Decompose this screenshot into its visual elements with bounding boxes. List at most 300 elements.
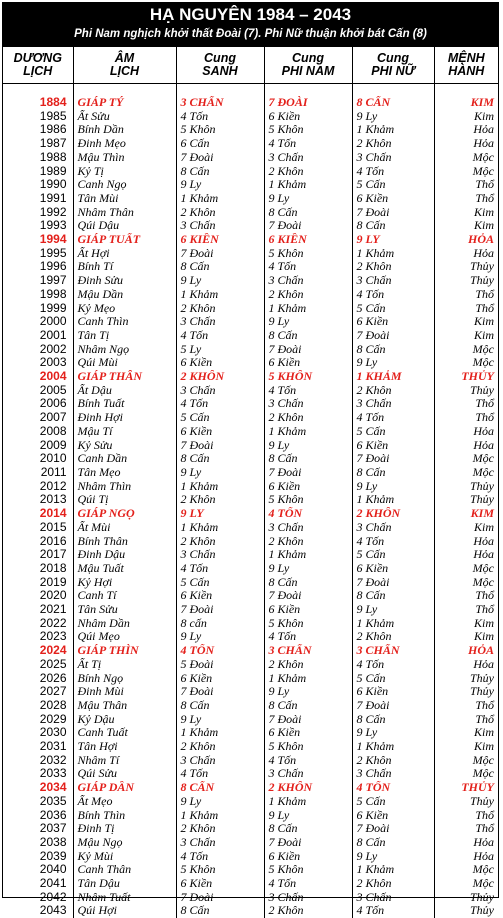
menh-hanh-cell: Mộc <box>434 356 498 370</box>
col-header-duong-lich <box>3 47 73 84</box>
cung-phi-nam-cell: 9 Ly <box>264 192 352 206</box>
cung-sanh-cell: 7 Đoài <box>176 247 264 261</box>
year-cell: 2010 <box>3 452 73 466</box>
cung-phi-nam-cell: 2 Khôn <box>264 904 352 918</box>
year-cell: 1992 <box>3 206 73 220</box>
cung-sanh-cell: 6 KIỀN <box>176 233 264 247</box>
lunar-year-cell: Kỷ Mẹo <box>73 302 176 316</box>
table-row <box>3 877 498 891</box>
menh-hanh-cell: Mộc <box>434 151 498 165</box>
table-row <box>3 178 498 192</box>
lunar-year-cell: Đinh Mẹo <box>73 137 176 151</box>
cung-phi-nu-cell: 1 Khảm <box>352 123 434 137</box>
table-row <box>3 617 498 631</box>
cung-phi-nam-cell: 9 Ly <box>264 809 352 823</box>
header-banner <box>3 3 498 47</box>
lunar-year-cell: GIÁP THÂN <box>73 370 176 384</box>
lunar-year-cell: Mậu Ngọ <box>73 836 176 850</box>
cung-sanh-cell: 6 Kiền <box>176 672 264 686</box>
year-cell: 2030 <box>3 726 73 740</box>
cung-phi-nam-cell: 9 Ly <box>264 685 352 699</box>
year-cell: 2021 <box>3 603 73 617</box>
table-row <box>3 96 498 110</box>
menh-hanh-cell: Mộc <box>434 343 498 357</box>
cung-sanh-cell: 4 Tốn <box>176 329 264 343</box>
table-row <box>3 274 498 288</box>
menh-hanh-cell: Mộc <box>434 452 498 466</box>
cung-phi-nu-cell: 3 CHẤN <box>352 644 434 658</box>
cung-phi-nam-cell: 6 Kiền <box>264 603 352 617</box>
cung-phi-nu-cell: 6 Kiền <box>352 809 434 823</box>
cung-phi-nam-cell: 5 KHÔN <box>264 370 352 384</box>
year-cell: 2005 <box>3 384 73 398</box>
cung-phi-nu-cell: 4 Tốn <box>352 535 434 549</box>
cung-phi-nam-cell: 8 Cấn <box>264 699 352 713</box>
table-row <box>3 795 498 809</box>
cung-phi-nu-cell: 5 Cấn <box>352 795 434 809</box>
menh-hanh-cell: Mộc <box>434 466 498 480</box>
year-cell: 2008 <box>3 425 73 439</box>
year-cell: 2002 <box>3 343 73 357</box>
cung-phi-nu-cell: 9 Ly <box>352 850 434 864</box>
year-cell: 1993 <box>3 219 73 233</box>
year-cell: 1999 <box>3 302 73 316</box>
lunar-year-cell: Qúi Hợi <box>73 904 176 918</box>
year-cell: 2019 <box>3 576 73 590</box>
table-row <box>3 466 498 480</box>
menh-hanh-cell: Thủy <box>434 260 498 274</box>
lunar-year-cell: Ất Tị <box>73 658 176 672</box>
cung-phi-nam-cell: 4 Tốn <box>264 260 352 274</box>
table-row <box>3 672 498 686</box>
cung-phi-nu-cell: 9 Ly <box>352 110 434 124</box>
year-cell: 2023 <box>3 630 73 644</box>
lunar-year-cell: Kỷ Hợi <box>73 576 176 590</box>
lunar-year-cell: Mậu Thân <box>73 699 176 713</box>
cung-sanh-cell: 6 Kiền <box>176 356 264 370</box>
year-cell: 2037 <box>3 822 73 836</box>
cung-phi-nam-cell: 3 Chấn <box>264 397 352 411</box>
table-row <box>3 809 498 823</box>
col-header-line: DƯƠNG <box>14 51 62 65</box>
year-cell: 2009 <box>3 439 73 453</box>
cung-sanh-cell: 4 Tốn <box>176 850 264 864</box>
menh-hanh-cell: THỦY <box>434 781 498 795</box>
cung-sanh-cell: 1 Khảm <box>176 288 264 302</box>
menh-hanh-cell: Mộc <box>434 562 498 576</box>
cung-phi-nam-cell: 9 Ly <box>264 439 352 453</box>
cung-phi-nam-cell: 3 Chấn <box>264 274 352 288</box>
lunar-year-cell: Kỷ Mùi <box>73 850 176 864</box>
table-row <box>3 397 498 411</box>
menh-hanh-cell: Mộc <box>434 877 498 891</box>
cung-phi-nu-cell: 8 Cấn <box>352 589 434 603</box>
col-header-am-lich <box>73 47 176 84</box>
lunar-year-cell: Mậu Thìn <box>73 151 176 165</box>
cung-sanh-cell: 6 Kiền <box>176 589 264 603</box>
table-row <box>3 302 498 316</box>
cung-sanh-cell: 8 Cấn <box>176 699 264 713</box>
menh-hanh-cell: Hỏa <box>434 658 498 672</box>
spacer-cell <box>73 84 176 97</box>
cung-sanh-cell: 4 TỐN <box>176 644 264 658</box>
cung-sanh-cell: 7 Đoài <box>176 439 264 453</box>
cung-phi-nam-cell: 7 Đoài <box>264 713 352 727</box>
menh-hanh-cell: Mộc <box>434 863 498 877</box>
menh-hanh-cell: Thổ <box>434 178 498 192</box>
cung-phi-nu-cell: 7 Đoài <box>352 452 434 466</box>
cung-phi-nam-cell: 6 Kiền <box>264 480 352 494</box>
lunar-year-cell: Nhâm Ngọ <box>73 343 176 357</box>
cung-phi-nam-cell: 5 Khôn <box>264 617 352 631</box>
col-header-line: LỊCH <box>110 64 139 78</box>
cung-phi-nam-cell: 8 Cấn <box>264 452 352 466</box>
cung-phi-nam-cell: 4 Tốn <box>264 137 352 151</box>
cung-sanh-cell: 8 Cấn <box>176 904 264 918</box>
cung-sanh-cell: 9 Ly <box>176 630 264 644</box>
cung-phi-nam-cell: 3 Chấn <box>264 767 352 781</box>
table-row <box>3 384 498 398</box>
lunar-year-cell: Canh Tí <box>73 589 176 603</box>
table-row <box>3 767 498 781</box>
cung-sanh-cell: 8 Cấn <box>176 260 264 274</box>
lunar-year-cell: Đinh Dậu <box>73 548 176 562</box>
cung-sanh-cell: 3 Chấn <box>176 836 264 850</box>
table-row <box>3 754 498 768</box>
cung-sanh-cell: 5 Khôn <box>176 123 264 137</box>
menh-hanh-cell: Hỏa <box>434 247 498 261</box>
cung-phi-nu-cell: 6 Kiền <box>352 192 434 206</box>
year-cell: 1986 <box>3 123 73 137</box>
lunar-year-cell: Đinh Mùi <box>73 685 176 699</box>
year-cell: 2020 <box>3 589 73 603</box>
year-cell: 2029 <box>3 713 73 727</box>
page-subtitle: Phi Nam nghịch khởi thất Đoài (7). Phi Nữ thuận khởi bát Cấn (8) <box>3 25 498 43</box>
spacer-cell <box>264 84 352 97</box>
lunar-year-cell: Bính Tí <box>73 260 176 274</box>
cung-sanh-cell: 4 Tốn <box>176 562 264 576</box>
lunar-year-cell: Nhâm Tí <box>73 754 176 768</box>
lunar-year-cell: Kỷ Sửu <box>73 439 176 453</box>
cung-sanh-cell: 2 Khôn <box>176 493 264 507</box>
cung-phi-nu-cell: 1 Khảm <box>352 493 434 507</box>
table-row <box>3 713 498 727</box>
cung-phi-nam-cell: 2 Khôn <box>264 535 352 549</box>
cung-phi-nam-cell: 3 Chấn <box>264 151 352 165</box>
year-cell: 1994 <box>3 233 73 247</box>
year-cell: 2035 <box>3 795 73 809</box>
menh-hanh-cell: Hỏa <box>434 535 498 549</box>
cung-phi-nam-cell: 5 Khôn <box>264 740 352 754</box>
col-header-line: SANH <box>202 64 237 78</box>
lunar-year-cell: Tân Mùi <box>73 192 176 206</box>
menh-hanh-cell: Kim <box>434 521 498 535</box>
table-row <box>3 247 498 261</box>
cung-phi-nu-cell: 4 Tốn <box>352 411 434 425</box>
lunar-year-cell: Đinh Hợi <box>73 411 176 425</box>
menh-hanh-cell: Hỏa <box>434 548 498 562</box>
year-cell: 1987 <box>3 137 73 151</box>
cung-phi-nam-cell: 6 Kiền <box>264 110 352 124</box>
cung-sanh-cell: 3 Chấn <box>176 384 264 398</box>
spacer-cell <box>352 84 434 97</box>
cung-phi-nam-cell: 7 Đoài <box>264 836 352 850</box>
lunar-year-cell: Ất Dậu <box>73 384 176 398</box>
year-cell: 2006 <box>3 397 73 411</box>
spacer-row <box>3 84 498 97</box>
cung-sanh-cell: 2 KHÔN <box>176 370 264 384</box>
cung-sanh-cell: 5 Đoài <box>176 658 264 672</box>
cung-phi-nam-cell: 3 Chấn <box>264 891 352 905</box>
cung-phi-nu-cell: 3 Chấn <box>352 891 434 905</box>
cung-sanh-cell: 5 Ly <box>176 343 264 357</box>
cung-sanh-cell: 2 Khôn <box>176 740 264 754</box>
year-cell: 2016 <box>3 535 73 549</box>
table-row <box>3 206 498 220</box>
cung-sanh-cell: 3 Chấn <box>176 754 264 768</box>
cung-sanh-cell: 2 Khôn <box>176 206 264 220</box>
menh-hanh-cell: Mộc <box>434 165 498 179</box>
cung-phi-nam-cell: 9 Ly <box>264 315 352 329</box>
menh-hanh-cell: Mộc <box>434 576 498 590</box>
cung-phi-nam-cell: 2 KHÔN <box>264 781 352 795</box>
lunar-year-cell: Qúi Mùi <box>73 356 176 370</box>
table-row <box>3 219 498 233</box>
cung-phi-nam-cell: 2 Khôn <box>264 411 352 425</box>
table-row <box>3 480 498 494</box>
menh-hanh-cell: Kim <box>434 315 498 329</box>
cung-sanh-cell: 2 Khôn <box>176 535 264 549</box>
cung-phi-nam-cell: 8 Cấn <box>264 329 352 343</box>
year-cell: 2001 <box>3 329 73 343</box>
cung-sanh-cell: 7 Đoài <box>176 151 264 165</box>
table-row <box>3 699 498 713</box>
table-row <box>3 439 498 453</box>
year-cell: 2036 <box>3 809 73 823</box>
cung-phi-nam-cell: 8 Cấn <box>264 822 352 836</box>
cung-phi-nam-cell: 1 Khảm <box>264 672 352 686</box>
table-row <box>3 603 498 617</box>
year-cell: 2004 <box>3 370 73 384</box>
menh-hanh-cell: Kim <box>434 219 498 233</box>
cung-phi-nu-cell: 5 Cấn <box>352 672 434 686</box>
year-cell: 2039 <box>3 850 73 864</box>
menh-hanh-cell: Thổ <box>434 589 498 603</box>
lunar-year-cell: Canh Thân <box>73 863 176 877</box>
cung-sanh-cell: 5 Cấn <box>176 411 264 425</box>
col-header-cung-phi-nam <box>264 47 352 84</box>
cung-phi-nu-cell: 2 Khôn <box>352 260 434 274</box>
table-row <box>3 548 498 562</box>
year-cell: 2003 <box>3 356 73 370</box>
table-row <box>3 192 498 206</box>
cung-sanh-cell: 7 Đoài <box>176 891 264 905</box>
cung-phi-nu-cell: 3 Chấn <box>352 397 434 411</box>
col-header-line: MỆNH <box>448 51 485 65</box>
table-row <box>3 507 498 521</box>
col-header-menh-hanh <box>434 47 498 84</box>
year-cell: 2040 <box>3 863 73 877</box>
table-row <box>3 260 498 274</box>
table-row <box>3 137 498 151</box>
cung-phi-nu-cell: 3 Chấn <box>352 274 434 288</box>
cung-sanh-cell: 8 Cấn <box>176 452 264 466</box>
menh-hanh-cell: Thủy <box>434 493 498 507</box>
menh-hanh-cell: HỎA <box>434 233 498 247</box>
cung-sanh-cell: 9 Ly <box>176 466 264 480</box>
col-header-line: PHI NAM <box>282 64 335 78</box>
table-row <box>3 863 498 877</box>
cung-phi-nu-cell: 5 Cấn <box>352 548 434 562</box>
cung-phi-nu-cell: 4 Tốn <box>352 904 434 918</box>
lunar-year-cell: Qúi Dậu <box>73 219 176 233</box>
menh-hanh-cell: Thủy <box>434 384 498 398</box>
cung-phi-nam-cell: 7 ĐOÀI <box>264 96 352 110</box>
cung-phi-nu-cell: 7 Đoài <box>352 576 434 590</box>
menh-hanh-cell: HỎA <box>434 644 498 658</box>
table-header-row <box>3 47 498 84</box>
table-row <box>3 740 498 754</box>
table-row <box>3 452 498 466</box>
year-cell: 2028 <box>3 699 73 713</box>
lunar-year-cell: GIÁP NGỌ <box>73 507 176 521</box>
cung-phi-nu-cell: 9 Ly <box>352 480 434 494</box>
menh-hanh-cell: Thổ <box>434 302 498 316</box>
menh-hanh-cell: Thủy <box>434 891 498 905</box>
cung-phi-nam-cell: 4 TỐN <box>264 507 352 521</box>
cung-phi-nam-cell: 8 Cấn <box>264 206 352 220</box>
lunar-year-cell: Bính Dần <box>73 123 176 137</box>
lunar-year-cell: Qúi Tị <box>73 493 176 507</box>
lunar-year-cell: GIÁP THÌN <box>73 644 176 658</box>
cung-phi-nam-cell: 2 Khôn <box>264 288 352 302</box>
table-row <box>3 822 498 836</box>
year-cell: 1996 <box>3 260 73 274</box>
menh-hanh-cell: Thổ <box>434 192 498 206</box>
cung-sanh-cell: 4 Tốn <box>176 767 264 781</box>
menh-hanh-cell: Kim <box>434 630 498 644</box>
menh-hanh-cell: Thủy <box>434 274 498 288</box>
table-row <box>3 630 498 644</box>
cung-sanh-cell: 9 LY <box>176 507 264 521</box>
year-cell: 2041 <box>3 877 73 891</box>
cung-phi-nam-cell: 4 Tốn <box>264 754 352 768</box>
year-cell: 1997 <box>3 274 73 288</box>
table-row <box>3 836 498 850</box>
cung-phi-nu-cell: 9 Ly <box>352 726 434 740</box>
cung-phi-nam-cell: 6 KIỀN <box>264 233 352 247</box>
cung-sanh-cell: 8 Cấn <box>176 165 264 179</box>
cung-phi-nu-cell: 8 CẤN <box>352 96 434 110</box>
cung-phi-nam-cell: 5 Khôn <box>264 247 352 261</box>
year-cell: 2000 <box>3 315 73 329</box>
menh-hanh-cell: Thủy <box>434 795 498 809</box>
lunar-year-cell: Nhâm Tuất <box>73 891 176 905</box>
menh-hanh-cell: KIM <box>434 96 498 110</box>
cung-phi-nu-cell: 5 Cấn <box>352 425 434 439</box>
cung-phi-nam-cell: 6 Kiền <box>264 726 352 740</box>
menh-hanh-cell: Hỏa <box>434 850 498 864</box>
cung-phi-nam-cell: 4 Tốn <box>264 384 352 398</box>
cung-sanh-cell: 2 Khôn <box>176 822 264 836</box>
lunar-year-cell: Nhâm Dần <box>73 617 176 631</box>
lunar-year-cell: Tân Mẹo <box>73 466 176 480</box>
year-cell: 2017 <box>3 548 73 562</box>
cung-sanh-cell: 2 Khôn <box>176 302 264 316</box>
lunar-year-cell: Tân Dậu <box>73 877 176 891</box>
year-cell: 2013 <box>3 493 73 507</box>
cung-phi-nam-cell: 2 Khôn <box>264 165 352 179</box>
lunar-year-cell: Mậu Dần <box>73 288 176 302</box>
cung-phi-nam-cell: 5 Khôn <box>264 493 352 507</box>
cung-phi-nam-cell: 7 Đoài <box>264 343 352 357</box>
table-row <box>3 343 498 357</box>
col-header-line: LỊCH <box>23 64 52 78</box>
menh-hanh-cell: Thổ <box>434 699 498 713</box>
lunar-year-cell: GIÁP DẦN <box>73 781 176 795</box>
cung-phi-nu-cell: 6 Kiền <box>352 315 434 329</box>
menh-hanh-cell: Hỏa <box>434 836 498 850</box>
cung-sanh-cell: 5 Cấn <box>176 576 264 590</box>
lunar-year-cell: GIÁP TUẤT <box>73 233 176 247</box>
col-header-line: Cung <box>204 51 236 65</box>
lunar-year-cell: GIÁP TÝ <box>73 96 176 110</box>
cung-sanh-cell: 9 Ly <box>176 795 264 809</box>
cung-phi-nu-cell: 7 Đoài <box>352 822 434 836</box>
lunar-year-cell: Canh Thìn <box>73 315 176 329</box>
lunar-year-cell: Tân Sửu <box>73 603 176 617</box>
cung-phi-nu-cell: 1 Khảm <box>352 863 434 877</box>
cung-phi-nu-cell: 2 Khôn <box>352 877 434 891</box>
table-row <box>3 165 498 179</box>
year-cell: 1990 <box>3 178 73 192</box>
cung-sanh-cell: 3 CHẤN <box>176 96 264 110</box>
table-row <box>3 288 498 302</box>
lookup-table <box>3 47 498 918</box>
lunar-year-cell: Nhâm Thìn <box>73 480 176 494</box>
col-header-cung-sanh <box>176 47 264 84</box>
lunar-year-cell: Qúi Sửu <box>73 767 176 781</box>
menh-hanh-cell: Kim <box>434 110 498 124</box>
table-row <box>3 123 498 137</box>
lunar-year-cell: Ất Sửu <box>73 110 176 124</box>
lunar-year-cell: Canh Tuất <box>73 726 176 740</box>
year-cell: 2043 <box>3 904 73 918</box>
menh-hanh-cell: Mộc <box>434 754 498 768</box>
cung-sanh-cell: 1 Khảm <box>176 192 264 206</box>
cung-phi-nu-cell: 1 Khảm <box>352 617 434 631</box>
cung-sanh-cell: 6 Kiền <box>176 877 264 891</box>
cung-phi-nam-cell: 5 Khôn <box>264 863 352 877</box>
year-cell: 2011 <box>3 466 73 480</box>
menh-hanh-cell: Hỏa <box>434 137 498 151</box>
cung-phi-nu-cell: 3 Chấn <box>352 767 434 781</box>
cung-phi-nu-cell: 8 Cấn <box>352 343 434 357</box>
cung-phi-nam-cell: 7 Đoài <box>264 219 352 233</box>
table-body <box>3 84 498 918</box>
year-cell: 2018 <box>3 562 73 576</box>
cung-phi-nu-cell: 4 Tốn <box>352 288 434 302</box>
cung-phi-nu-cell: 5 Cấn <box>352 302 434 316</box>
cung-sanh-cell: 8 CẤN <box>176 781 264 795</box>
cung-phi-nu-cell: 4 Tốn <box>352 165 434 179</box>
year-cell: 2042 <box>3 891 73 905</box>
cung-phi-nam-cell: 8 Cấn <box>264 576 352 590</box>
cung-phi-nu-cell: 3 Chấn <box>352 151 434 165</box>
cung-sanh-cell: 4 Tốn <box>176 110 264 124</box>
lunar-year-cell: Đinh Tị <box>73 822 176 836</box>
lunar-year-cell: Kỷ Tị <box>73 165 176 179</box>
